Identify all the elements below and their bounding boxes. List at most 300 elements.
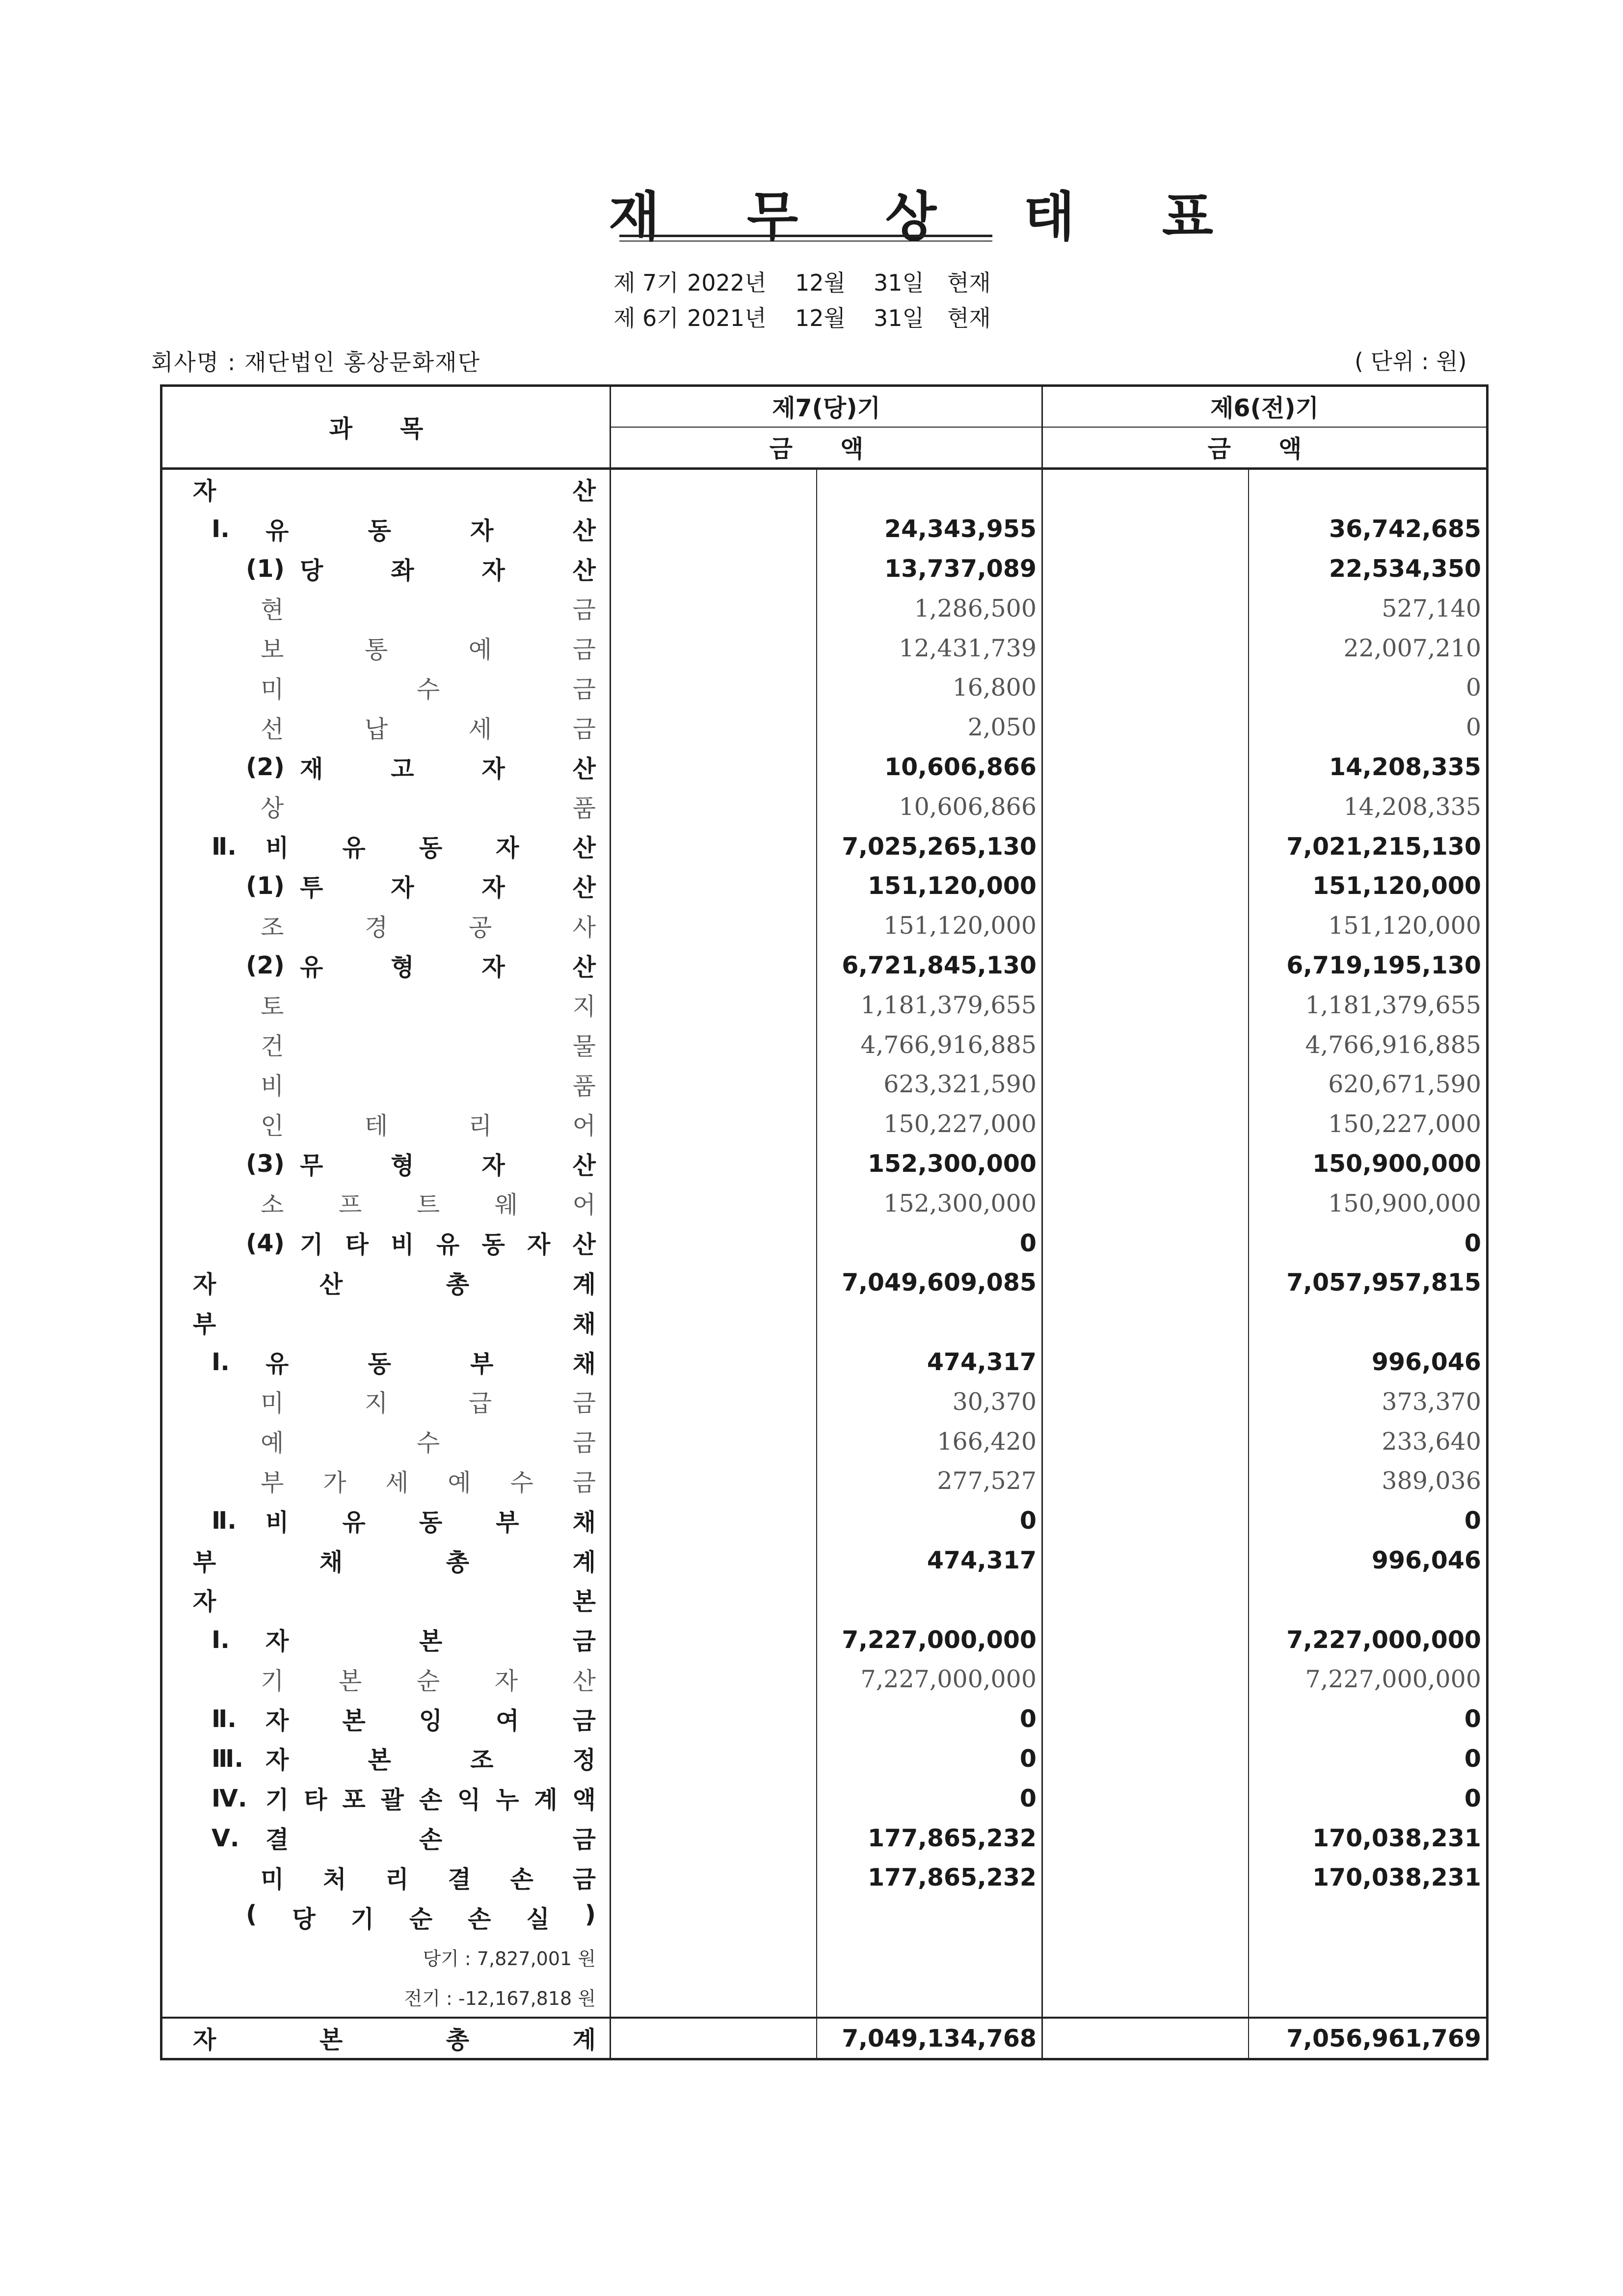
row-label [162,1345,610,1379]
current-spacer [611,1065,817,1105]
row-label [162,710,610,745]
table-row [161,1699,1488,1739]
period-year: 2021년 [687,305,767,331]
row-name: 비 유 동 자 산 [266,834,596,863]
row-item [161,747,611,787]
table-row [161,945,1488,985]
prior-spacer [1042,1660,1249,1700]
row-item [161,1937,611,1977]
row-item [161,1977,611,2018]
current-spacer [611,549,817,589]
prior-spacer [1042,1025,1249,1065]
row-name: 소 프 트 웨 어 [261,1191,596,1219]
prior-amount: 36,742,685 [1329,515,1482,543]
table-row [161,1660,1488,1700]
prior-spacer [1042,866,1249,906]
row-item [161,1302,611,1342]
row-name: 토 지 [261,993,596,1021]
current-spacer [611,787,817,827]
current-amount: 0 [817,1501,1042,1540]
current-amount: 13,737,089 [817,549,1042,589]
prior-spacer [1042,509,1249,549]
table-row [161,549,1488,589]
prior-amount: 996,046 [1371,1348,1482,1377]
row-name: 결 손 금 [266,1826,596,1854]
current-spacer [611,985,817,1025]
table-row [161,1620,1488,1660]
row-name: 자 산 [193,477,596,505]
row-name: 유 형 자 산 [300,953,596,981]
current-amount: 4,766,916,885 [817,1025,1042,1065]
row-item [161,1540,611,1580]
row-item [161,668,611,708]
current-spacer [611,1501,817,1540]
row-name: 부 가 세 예 수 금 [261,1468,596,1497]
current-spacer [611,468,817,509]
row-name: 유 동 부 채 [266,1350,596,1378]
row-marker: Ⅰ. [212,1625,230,1654]
prior-amount [1249,1302,1488,1342]
row-marker: (1) [246,555,285,583]
row-label [162,869,610,903]
table-row [161,628,1488,668]
row-label [162,2021,610,2055]
prior-amount: 373,370 [1382,1387,1482,1416]
row-label [162,1424,610,1459]
balance-sheet-table [160,384,1489,2060]
current-spacer [611,1104,817,1144]
current-amount: 1,181,379,655 [817,985,1042,1025]
current-spacer [611,1422,817,1461]
row-marker: Ⅱ. [212,1705,237,1733]
current-spacer [611,509,817,549]
row-name: 미 처 리 결 손 금 [261,1865,596,1893]
table-row [161,747,1488,787]
row-label [162,1861,610,1895]
row-label [162,591,610,625]
prior-spacer [1042,1342,1249,1382]
row-label [162,988,610,1022]
current-spacer [611,589,817,628]
table-row [161,1540,1488,1580]
row-name: 유 동 자 산 [266,516,596,545]
table-row [161,2018,1488,2059]
row-name: 부 채 [193,1310,596,1338]
row-label [162,1583,610,1617]
row-name: 현 금 [261,596,596,624]
row-item [161,827,611,866]
row-label [162,1781,610,1815]
current-amount: 2,050 [817,707,1042,747]
title-underline-thin [619,241,992,242]
prior-amount: 170,038,231 [1312,1864,1482,1892]
row-item [161,1501,611,1540]
current-amount: 623,321,590 [817,1065,1042,1105]
prior-amount: 150,900,000 [1312,1150,1482,1178]
prior-spacer [1042,827,1249,866]
row-label [162,1900,610,1935]
prior-amount: 0 [1464,1784,1482,1812]
row-label [162,1821,610,1855]
header-current-period: 제7(당)기 [611,386,1042,427]
table-row [161,985,1488,1025]
table-row [161,1263,1488,1303]
table-row [161,1580,1488,1620]
header-prior-period: 제6(전)기 [1042,386,1488,427]
prior-spacer [1042,589,1249,628]
prior-amount: 0 [1464,1744,1482,1773]
row-item [161,509,611,549]
row-label [162,512,610,546]
period-term: 제 7기 [613,270,679,296]
row-name: 비 유 동 부 채 [266,1508,596,1537]
period-label: 현재 [947,305,991,331]
current-spacer [611,1540,817,1580]
prior-amount: 389,036 [1382,1467,1482,1495]
table-row [161,1025,1488,1065]
row-item [161,1580,611,1620]
current-amount: 152,300,000 [817,1184,1042,1223]
table-row [161,1461,1488,1501]
current-spacer [611,1302,817,1342]
row-marker: (4) [246,1229,285,1257]
page-title: 재 무 상 태 표 [609,187,1248,248]
current-spacer [611,1580,817,1620]
current-spacer [611,1858,817,1897]
current-spacer [611,1223,817,1263]
prior-amount: 0 [1464,1705,1482,1733]
prior-spacer [1042,945,1249,985]
prior-amount: 22,007,210 [1343,634,1482,662]
current-spacer [611,1897,817,1937]
row-item [161,1739,611,1779]
current-spacer [611,1461,817,1501]
row-label [162,909,610,943]
row-name: 기 타 비 유 동 자 산 [300,1231,596,1259]
row-marker: Ⅰ. [212,515,230,543]
header-item: 과 목 [161,386,611,469]
prior-amount: 7,056,961,769 [1249,2018,1488,2059]
row-label [162,631,610,665]
row-name: 당 좌 자 산 [300,556,596,585]
row-name: 예 수 금 [261,1429,596,1458]
row-label [162,1702,610,1736]
balance-sheet-body [161,468,1488,2059]
prior-spacer [1042,1937,1249,1977]
row-item [161,985,611,1025]
prior-spacer [1042,1897,1249,1937]
row-item [161,2018,611,2059]
row-name: 보 통 예 금 [261,636,596,664]
current-amount: 177,865,232 [817,1858,1042,1897]
prior-amount: 150,900,000 [1328,1189,1482,1217]
prior-spacer [1042,1977,1249,2018]
row-label [162,789,610,824]
current-spacer [611,866,817,906]
prior-spacer [1042,1540,1249,1580]
period-year: 2022년 [687,270,767,296]
current-spacer [611,2018,817,2059]
row-label [162,1543,610,1578]
table-row [161,1184,1488,1223]
prior-spacer [1042,2018,1249,2059]
prior-spacer [1042,1382,1249,1422]
row-name: 무 형 자 산 [300,1151,596,1180]
row-name: 투 자 자 산 [300,873,596,902]
prior-spacer [1042,747,1249,787]
row-item [161,866,611,906]
current-spacer [611,707,817,747]
row-name: ( 당 기 순 손 실 ) [246,1900,596,1933]
prior-amount: 151,120,000 [1328,912,1482,940]
row-label [162,1384,610,1419]
current-amount: 166,420 [817,1422,1042,1461]
row-name: 기 타 포 괄 손 익 누 계 액 [266,1786,596,1814]
row-label [162,829,610,864]
row-label [162,472,610,507]
row-item [161,1620,611,1660]
prior-spacer [1042,906,1249,945]
row-label [162,1226,610,1260]
current-amount [817,1897,1042,1937]
current-amount: 7,025,265,130 [817,827,1042,866]
prior-amount: 151,120,000 [1312,872,1482,900]
period-label: 현재 [947,270,991,296]
current-spacer [611,1977,817,2018]
row-item [161,1382,611,1422]
row-label [162,1186,610,1220]
period-prior [613,300,991,333]
current-amount: 24,343,955 [817,509,1042,549]
current-spacer [611,668,817,708]
table-row [161,668,1488,708]
row-label [162,1147,610,1181]
prior-spacer [1042,1184,1249,1223]
current-spacer [611,628,817,668]
table-row [161,1858,1488,1897]
current-amount: 177,865,232 [817,1818,1042,1858]
row-item [161,628,611,668]
current-spacer [611,1739,817,1779]
table-row [161,1065,1488,1105]
row-label [162,1305,610,1340]
row-label [162,1107,610,1141]
current-amount [817,468,1042,509]
row-marker: Ⅳ. [212,1784,247,1812]
current-amount: 7,049,609,085 [817,1263,1042,1303]
current-spacer [611,1382,817,1422]
prior-spacer [1042,1501,1249,1540]
table-row [161,1937,1488,1977]
row-item [161,1858,611,1897]
table-row [161,1144,1488,1184]
row-label [162,1662,610,1697]
prior-spacer [1042,1302,1249,1342]
prior-amount: 1,181,379,655 [1305,991,1482,1019]
row-label [162,1741,610,1776]
current-spacer [611,1779,817,1818]
row-name: 상 품 [261,794,596,823]
row-marker: Ⅴ. [212,1824,239,1852]
current-amount: 474,317 [817,1540,1042,1580]
prior-spacer [1042,668,1249,708]
table-row [161,468,1488,509]
current-amount: 0 [817,1699,1042,1739]
header-amount-prior: 금 액 [1042,427,1488,468]
prior-amount: 150,227,000 [1328,1110,1482,1138]
row-marker: (1) [246,872,285,900]
table-row [161,1779,1488,1818]
table-row [161,1342,1488,1382]
table-row [161,1302,1488,1342]
prior-spacer [1042,1422,1249,1461]
prior-spacer [1042,787,1249,827]
period-current [613,265,991,297]
row-name: 재 고 자 산 [300,755,596,783]
table-row [161,1501,1488,1540]
table-row [161,707,1488,747]
prior-amount: 6,719,195,130 [1286,951,1482,980]
current-spacer [611,747,817,787]
current-amount: 10,606,866 [817,787,1042,827]
current-spacer [611,1263,817,1303]
table-row [161,1104,1488,1144]
row-label [162,1266,610,1300]
row-label [162,1504,610,1538]
table-row [161,1422,1488,1461]
prior-amount [1249,1937,1488,1977]
row-name: 미 수 금 [261,675,596,703]
current-amount: 7,227,000,000 [817,1660,1042,1700]
row-name: 인 테 리 어 [261,1111,596,1140]
row-name: 자 본 총 계 [193,2026,596,2054]
company-name: 회사명 : 재단법인 홍상문화재단 [151,349,481,376]
current-spacer [611,1699,817,1739]
current-spacer [611,906,817,945]
table-row [161,787,1488,827]
prior-amount: 7,227,000,000 [1286,1625,1482,1654]
current-amount: 0 [817,1223,1042,1263]
table-row [161,866,1488,906]
prior-amount: 7,021,215,130 [1286,832,1482,861]
prior-spacer [1042,1461,1249,1501]
row-label [162,552,610,586]
row-item [161,945,611,985]
period-month: 12월 [795,270,846,296]
table-row [161,1739,1488,1779]
row-name: 비 품 [261,1072,596,1100]
row-item [161,1263,611,1303]
row-marker: Ⅰ. [212,1348,230,1377]
row-item [161,1660,611,1700]
row-label [162,948,610,983]
period-term: 제 6기 [613,305,679,331]
row-name: 자 본 잉 여 금 [266,1706,596,1735]
current-amount: 7,049,134,768 [817,2018,1042,2059]
prior-amount: 4,766,916,885 [1305,1030,1482,1059]
current-amount [817,1580,1042,1620]
current-amount: 1,286,500 [817,589,1042,628]
table-row [161,589,1488,628]
row-item [161,787,611,827]
table-row [161,1897,1488,1937]
current-spacer [611,827,817,866]
prior-amount [1249,468,1488,509]
prior-spacer [1042,1620,1249,1660]
table-row [161,1382,1488,1422]
prior-amount: 7,057,957,815 [1286,1269,1482,1297]
table-row [161,1223,1488,1263]
current-spacer [611,1818,817,1858]
row-item [161,1184,611,1223]
prior-amount: 22,534,350 [1329,555,1482,583]
row-name: 선 납 세 금 [261,715,596,743]
prior-spacer [1042,1580,1249,1620]
current-amount: 277,527 [817,1461,1042,1501]
table-row [161,1977,1488,2018]
table-row [161,827,1488,866]
prior-amount: 0 [1464,1507,1482,1535]
row-marker: Ⅱ. [212,832,237,861]
prior-spacer [1042,1779,1249,1818]
current-amount: 150,227,000 [817,1104,1042,1144]
prior-spacer [1042,1858,1249,1897]
period-month: 12월 [795,305,846,331]
current-amount: 30,370 [817,1382,1042,1422]
current-spacer [611,1184,817,1223]
row-marker: Ⅲ. [212,1744,243,1773]
prior-amount: 14,208,335 [1343,792,1482,821]
row-item [161,1144,611,1184]
current-amount: 474,317 [817,1342,1042,1382]
table-row [161,906,1488,945]
current-spacer [611,1025,817,1065]
row-name: 기 본 순 자 산 [261,1667,596,1695]
row-item [161,906,611,945]
prior-spacer [1042,1104,1249,1144]
period-day: 31일 [874,305,924,331]
prior-spacer [1042,549,1249,589]
current-amount: 12,431,739 [817,628,1042,668]
row-label [162,671,610,705]
row-name: 조 경 공 사 [261,913,596,942]
row-marker: (3) [246,1150,285,1178]
prior-spacer [1042,985,1249,1025]
prior-amount: 7,227,000,000 [1305,1665,1482,1694]
row-item [161,549,611,589]
row-label [162,750,610,784]
current-spacer [611,1660,817,1700]
current-amount: 0 [817,1739,1042,1779]
current-amount [817,1977,1042,2018]
current-amount: 7,227,000,000 [817,1620,1042,1660]
row-item [161,707,611,747]
row-item [161,1461,611,1501]
row-item [161,1342,611,1382]
row-item [161,468,611,509]
row-item [161,1699,611,1739]
row-item [161,1422,611,1461]
prior-amount [1249,1897,1488,1937]
prior-spacer [1042,1739,1249,1779]
row-note: 전기 : -12,167,818 원 [404,1987,596,2009]
prior-amount: 527,140 [1382,594,1482,622]
prior-amount: 0 [1465,674,1482,702]
current-amount: 16,800 [817,668,1042,708]
period-day: 31일 [874,270,924,296]
current-spacer [611,945,817,985]
row-marker: Ⅱ. [212,1507,237,1535]
